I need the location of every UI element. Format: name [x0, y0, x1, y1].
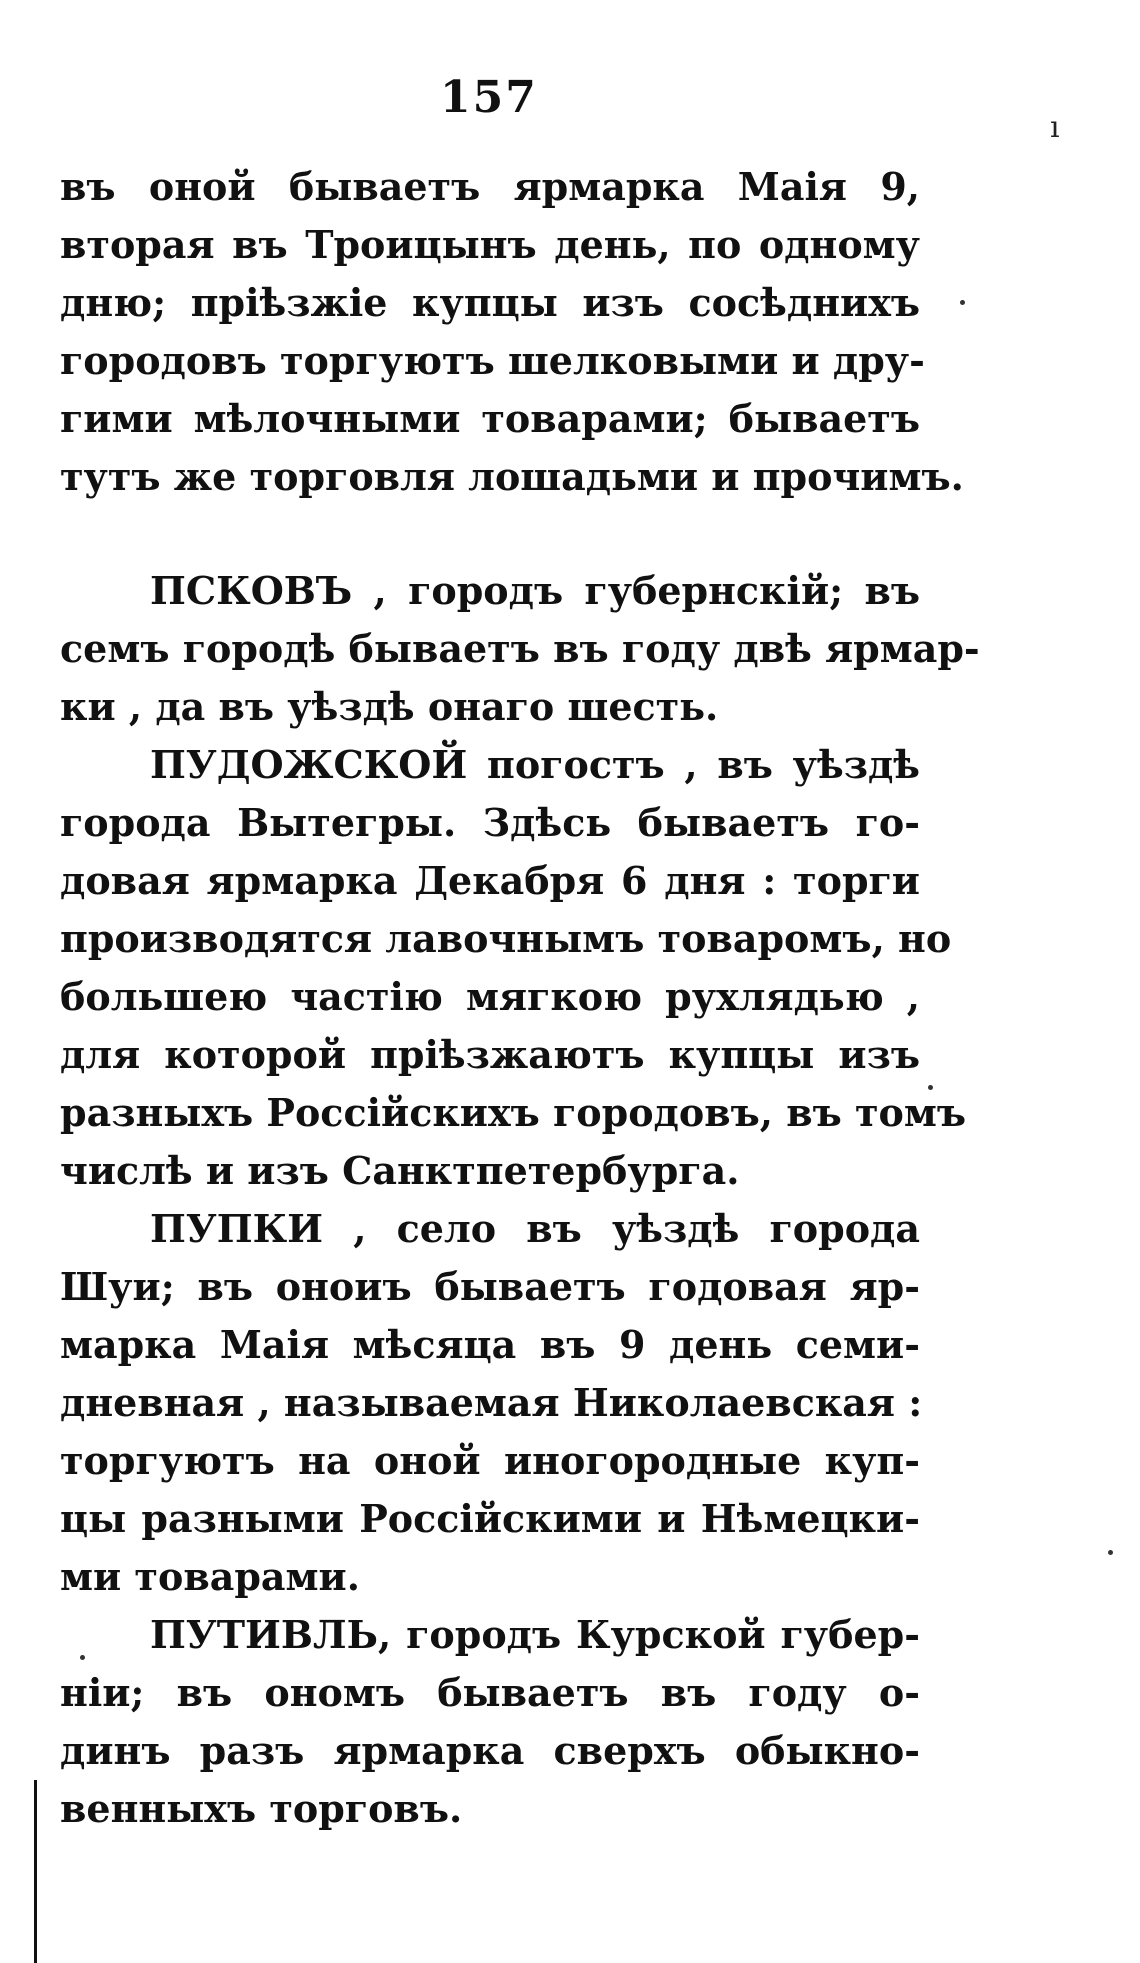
text-line: динъ разъ ярмарка сверхъ обыкно- [60, 1728, 920, 1773]
paragraph-4 [60, 1200, 923, 1606]
text-line: ПУТИВЛЬ, городъ Курской губер- [150, 1612, 920, 1657]
scan-speck [928, 1085, 933, 1090]
paragraph-3 [60, 736, 967, 1200]
text-line: дневная , называемая Николаевская : [60, 1380, 923, 1425]
text-line: ки , да въ уѣздѣ онаго шесть. [60, 684, 719, 729]
text-line: города Вытегры. Здѣсь бываетъ го- [60, 800, 920, 845]
text-line: ми товарами. [60, 1554, 360, 1599]
text-line: торгуютъ на оной иногородные куп- [60, 1438, 920, 1483]
text-line: городовъ торгуютъ шелковыми и дру- [60, 338, 925, 383]
margin-mark: ı [1050, 110, 1060, 145]
scan-speck [960, 300, 965, 305]
page-number: 157 [440, 72, 538, 123]
text-line: семъ городѣ бываетъ въ году двѣ ярмар- [60, 626, 980, 671]
text-line: вторая въ Троицынъ день, по одному [60, 222, 920, 267]
text-line: ПУПКИ , село въ уѣздѣ города [150, 1206, 920, 1251]
text-line: ПУДОЖСКОЙ погостъ , въ уѣздѣ [150, 742, 920, 787]
text-line: довая ярмарка Декабря 6 дня : торги [60, 858, 920, 903]
text-line: производятся лавочнымъ товаромъ, но [60, 916, 952, 961]
text-line: Шуи; въ оноиъ бываетъ годовая яр- [60, 1264, 920, 1309]
scan-speck [80, 1655, 85, 1660]
paragraph-5 [60, 1606, 920, 1838]
paragraph-2 [60, 562, 980, 736]
paragraph-1 [60, 158, 964, 506]
text-line: дню; пріѣзжіе купцы изъ сосѣднихъ [60, 280, 920, 325]
body-text [60, 158, 980, 1838]
text-line: венныхъ торговъ. [60, 1786, 463, 1831]
page-edge-line [34, 1780, 37, 1963]
text-line: гими мѣлочными товарами; бываетъ [60, 396, 920, 441]
text-line: ПСКОВЪ , городъ губернскій; въ [150, 568, 920, 613]
text-line: цы разными Россійскими и Нѣмецки- [60, 1496, 920, 1541]
text-line: ніи; въ ономъ бываетъ въ году о- [60, 1670, 920, 1715]
text-line: числѣ и изъ Санктпетербурга. [60, 1148, 740, 1193]
text-line: большею частію мягкою рухлядью , [60, 974, 920, 1019]
text-line: тутъ же торговля лошадьми и прочимъ. [60, 454, 964, 499]
text-line: въ оной бываетъ ярмарка Маія 9, [60, 164, 920, 209]
text-line: разныхъ Россійскихъ городовъ, въ томъ [60, 1090, 967, 1135]
text-line: марка Маія мѣсяца въ 9 день семи- [60, 1322, 920, 1367]
scan-speck [1108, 1550, 1113, 1555]
text-line: для которой пріѣзжаютъ купцы изъ [60, 1032, 920, 1077]
